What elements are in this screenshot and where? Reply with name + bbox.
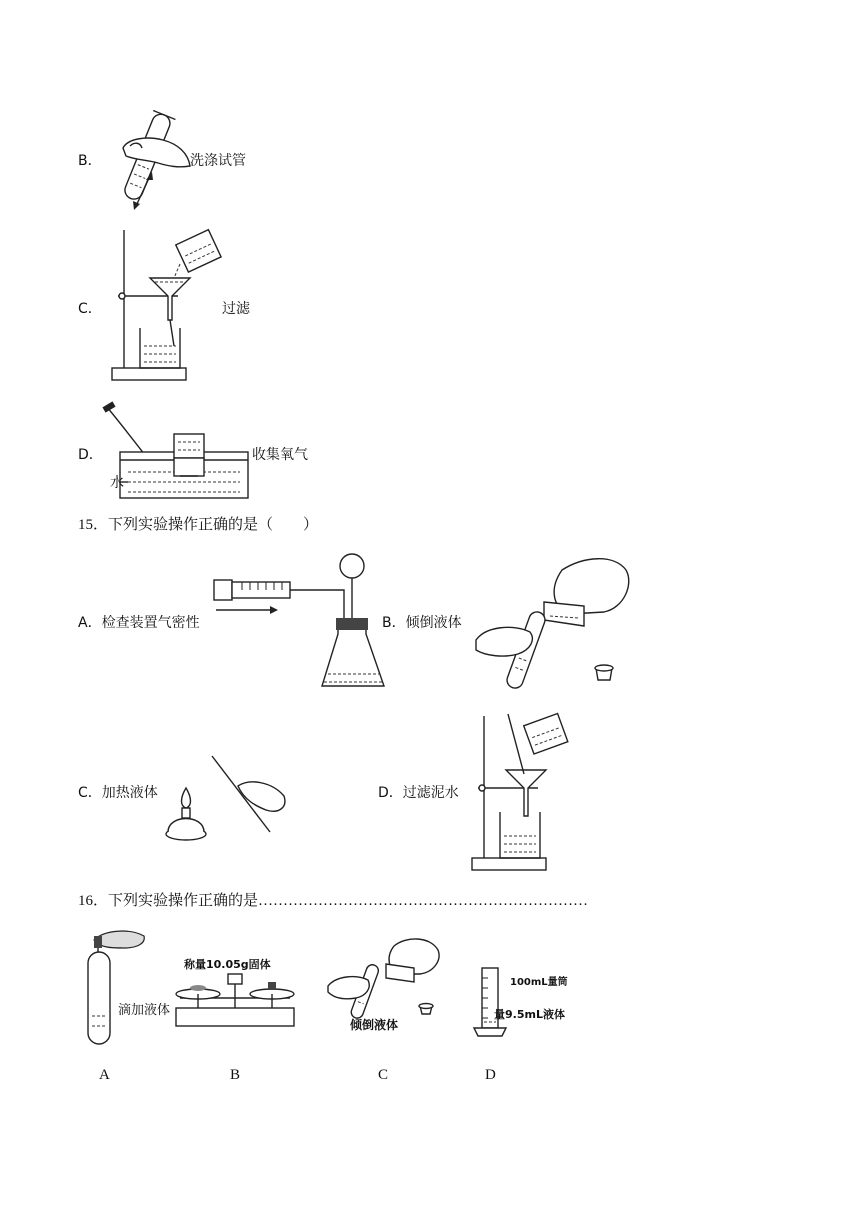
q16-option-b-caption: 称量10.05g固体: [184, 958, 271, 971]
q14-option-c-letter: C．: [78, 301, 102, 317]
q15-stem: 15．下列实验操作正确的是（ ）: [78, 517, 319, 533]
q15-option-c-label: C．加热液体: [78, 785, 158, 801]
q16-option-b-letter: B: [230, 1067, 241, 1083]
q16-option-d-caption-top: 100mL量筒: [510, 977, 568, 988]
airtightness-check-figure: [212, 552, 387, 694]
test-tube-washing-figure: [108, 108, 198, 213]
q16-option-c-caption: 倾倒液体: [350, 1018, 399, 1032]
graduated-cylinder-figure: [470, 966, 510, 1038]
dropping-liquid-figure: [84, 926, 164, 1051]
q15-option-d-label: D．过滤泥水: [378, 785, 459, 801]
q14-option-b-caption: 洗涤试管: [190, 153, 246, 169]
pouring-liquid-figure: [474, 550, 639, 695]
q14-option-b-letter: B．: [78, 153, 102, 169]
q14-option-d-letter: D．: [78, 447, 103, 463]
q15-option-a-label: A．检查装置气密性: [78, 615, 200, 631]
q14-option-d-caption: 收集氧气: [252, 447, 308, 463]
filtering-muddy-water-figure: [470, 712, 580, 874]
q16-option-a-caption: 滴加液体: [118, 1003, 171, 1018]
q16-stem: 16．下列实验操作正确的是…………………………………………………………: [78, 893, 589, 909]
q14-option-d-water-label: 水: [110, 475, 124, 491]
q14-option-c-caption: 过滤: [222, 301, 250, 317]
q16-option-d-caption-bottom: 量9.5mL液体: [494, 1008, 565, 1021]
q16-option-a-letter: A: [99, 1067, 110, 1083]
q16-option-d-letter: D: [485, 1067, 496, 1083]
oxygen-collection-figure: [100, 402, 270, 502]
q15-option-b-label: B．倾倒液体: [382, 615, 462, 631]
filtration-setup-figure: [110, 228, 225, 383]
q16-option-c-letter: C: [378, 1067, 389, 1083]
pouring-liquid-figure-c: [326, 934, 446, 1018]
heating-liquid-figure: [160, 738, 295, 843]
